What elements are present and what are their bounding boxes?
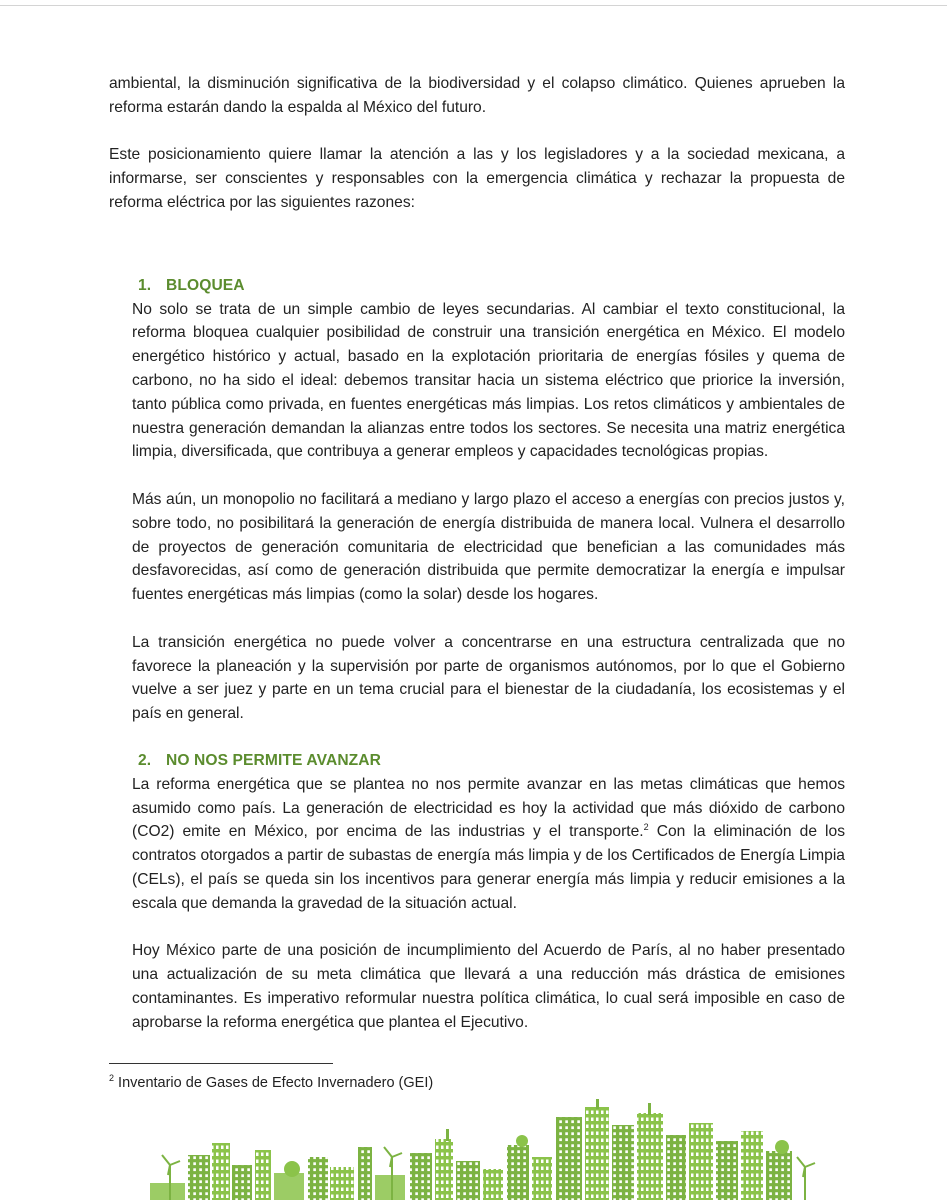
section-2-title: NO NOS PERMITE AVANZAR xyxy=(166,751,382,769)
section-1-paragraph-1: No solo se trata de un simple cambio de leyes secundarias. Al cambiar el texto constitucional, la reforma bloquea cualquier posibilidad de construir una transición energética en México. El modelo energético histórico y actual, basado en la explotación prioritaria de energías fósiles y quema de carbono, no ha sido el ideal: debemos transitar hacia un sistema eléctrico que priorice la inversión, tanto pública como privada, en fuentes energéticas más limpias. Los retos climáticos y ambientales de nuestra generación demandan la alianzas entre todos los sectores. Se necesita una matriz energética limpia, diversificada, que contribuya a generar empleos y capacidades tecnológicas propias. xyxy=(132,300,845,461)
intro-paragraph-2: Este posicionamiento quiere llamar la atención a las y los legisladores y a la sociedad mexicana, a informarse, ser conscientes y responsables con la emergencia climática y rechazar la propuesta de reforma eléctrica por las siguientes razones: xyxy=(109,146,845,211)
section-1-title: BLOQUEA xyxy=(166,276,245,294)
section-2-heading xyxy=(132,749,845,773)
section-1-paragraph-2: Más aún, un monopolio no facilitará a mediano y largo plazo el acceso a energías con precios justos y, sobre todo, no posibilitará la generación de energía distribuida de manera local. Vulnera el desarrollo de proyectos de generación comunitaria de electricidad que benefician a las comunidades más desfavorecidas, así como de generación distribuida que permite democratizar la energía e impulsar fuentes energéticas más limpias (como la solar) desde los hogares. xyxy=(132,490,845,604)
section-1-paragraph-3: La transición energética no puede volver a concentrarse en una estructura centralizada que no favorece la planeación y la supervisión por parte de organismos autónomos, por lo que el Gobierno vuelve a ser juez y parte en un tema crucial para el bienestar de la ciudadanía, los ecosistemas y el país en general. xyxy=(132,633,845,723)
section-2-paragraph-1-text: La reforma energética que se plantea no nos permite avanzar en las metas climáticas que hemos asumido como país. La generación de electricidad es hoy la actividad que más dióxido de carbono (CO2) emite en México, por encima de las industrias y el transporte. xyxy=(132,775,845,841)
section-2-paragraph-2: Hoy México parte de una posición de incumplimiento del Acuerdo de París, al no haber presentado una actualización de su meta climática que llevará a una reducción más drástica de emisiones contaminantes. Es imperativo reformular nuestra política climática, lo cual será imposible en caso de aprobarse la reforma energética que plantea el Ejecutivo. xyxy=(132,942,845,1031)
footnote-reference[interactable]: 2 xyxy=(643,822,649,833)
section-2-paragraph-1-text-cont: Con la eliminación de los contratos otorgados a partir de subastas de energía más limpia y de los Certificados de Energía Limpia (CELs), el país se queda sin los incentivos para generar energía más limpia y reducir emisiones a la escala que demanda la gravedad de la situación actual. xyxy=(132,823,845,912)
section-1-heading xyxy=(132,274,845,298)
footnote-separator xyxy=(109,1063,333,1064)
intro-paragraph-1: ambiental, la disminución significativa de la biodiversidad y el colapso climático. Quienes aprueben la reforma estarán dando la espalda al México del futuro. xyxy=(109,75,845,116)
section-2-number: 2. xyxy=(138,751,152,769)
top-border xyxy=(0,5,947,6)
section-2-paragraph-1 xyxy=(132,773,845,916)
footnote-text: Inventario de Gases de Efecto Invernadero (GEI) xyxy=(114,1075,434,1091)
green-city-skyline-illustration xyxy=(0,1095,947,1200)
section-bloquea xyxy=(132,274,845,726)
skyline-buildings xyxy=(150,1099,792,1200)
footnote-marker: 2 xyxy=(109,1073,115,1084)
section-no-nos-permite-avanzar xyxy=(132,749,845,1035)
footnote xyxy=(109,1073,433,1093)
document-body xyxy=(109,72,845,1034)
section-1-number: 1. xyxy=(138,276,152,294)
